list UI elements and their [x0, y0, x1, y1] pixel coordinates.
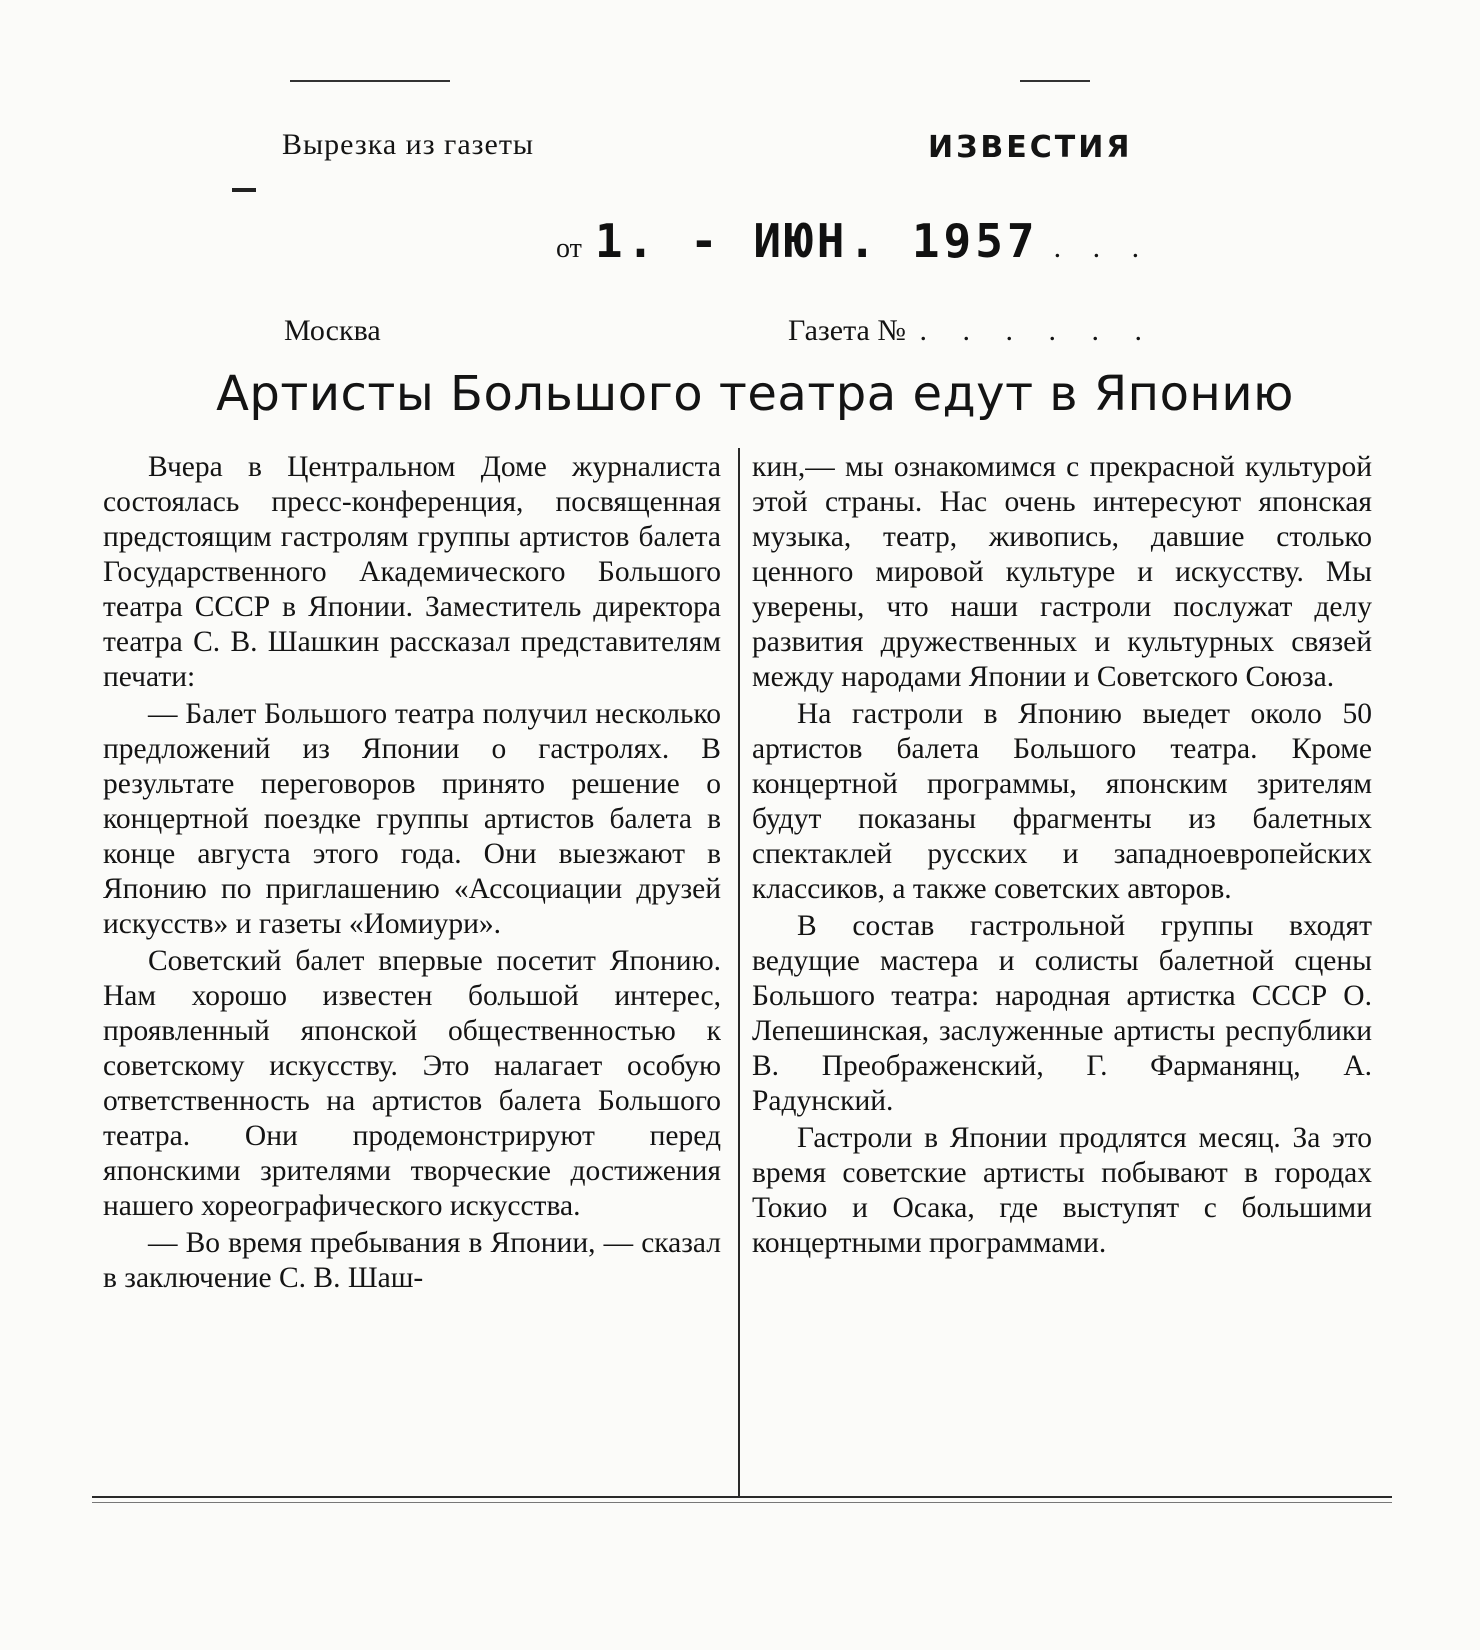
article-paragraph: кин,— мы ознакомимся с прекрасной культурой этой страны. Нас очень интересуют японская музыка, театр, живопись, давшие столько ценного мировой культуре и искусству. Мы уверены, что наши гастроли послужат делу развития дружественных и культурных связей между народами Японии и Советского Союза. — [752, 451, 1372, 693]
issue-line — [788, 314, 1156, 348]
dash-mark — [232, 188, 256, 192]
date-line — [556, 214, 1151, 268]
article-paragraph: На гастроли в Японию выедет около 50 артистов балета Большого театра. Кроме концертной программы, японским зрителям будут показаны фрагменты из балетных спектаклей русских и западноевропейских классиков, а также советских авторов. — [752, 698, 1372, 905]
clipping-label: Вырезка из газеты — [282, 128, 535, 161]
issue-label: Газета № — [788, 314, 906, 347]
article-headline: Артисты Большого театра едут в Японию — [216, 366, 1294, 422]
column-divider — [738, 448, 740, 1496]
article-paragraph: — Балет Большого театра получил несколько предложений из Японии о гастролях. В результате переговоров принято решение о концертной поездке группы артистов балета в конце августа этого года. Они выезжают в Японию по приглашению «Ассоциации друзей искусств» и газеты «Иомиури». — [103, 698, 721, 940]
article-paragraph: Советский балет впервые посетит Японию. Нам хорошо известен большой интерес, проявленный японской общественностью к советскому искусству. Это налагает особую ответственность на артистов балета Большого театра. Они продемонстрируют перед японскими зрителями творческие достижения нашего хореографического искусства. — [103, 945, 721, 1222]
issue-dots: . . . . . . — [919, 314, 1156, 347]
date-prefix: от — [556, 233, 582, 264]
newspaper-name: ИЗВЕСТИЯ — [928, 130, 1133, 165]
article-paragraph: Гастроли в Японии продлятся месяц. За это время советские артисты побывают в городах Токио и Осака, где выступят с большими концертными программами. — [752, 1122, 1372, 1259]
city-label: Москва — [284, 314, 381, 347]
article-paragraph: Вчера в Центральном Доме журналиста состоялась пресс-конференция, посвященная предстоящим гастролям группы артистов балета Государственного Академического Большого театра СССР в Японии. Заместитель директора театра С. В. Шашкин рассказал представителям печати: — [103, 451, 721, 693]
article-column-left — [103, 450, 721, 1296]
article-paragraph: В состав гастрольной группы входят ведущие мастера и солисты балетной сцены Большого театра: народная артистка СССР О. Лепешинская, заслуженные артисты республики В. Преображенский, Г. Фарманянц, А. Радунский. — [752, 910, 1372, 1117]
date-stamp: 1. - ИЮН. 1957 — [594, 214, 1039, 268]
article-paragraph: — Во время пребывания в Японии, — сказал в заключение С. В. Шаш- — [103, 1227, 721, 1294]
article-column-right — [752, 450, 1372, 1261]
top-rule-right — [1020, 80, 1090, 82]
date-dots: . . . — [1053, 231, 1152, 264]
bottom-rule — [92, 1496, 1392, 1498]
bottom-rule-thin — [92, 1502, 1392, 1503]
top-rule-left — [290, 80, 450, 82]
